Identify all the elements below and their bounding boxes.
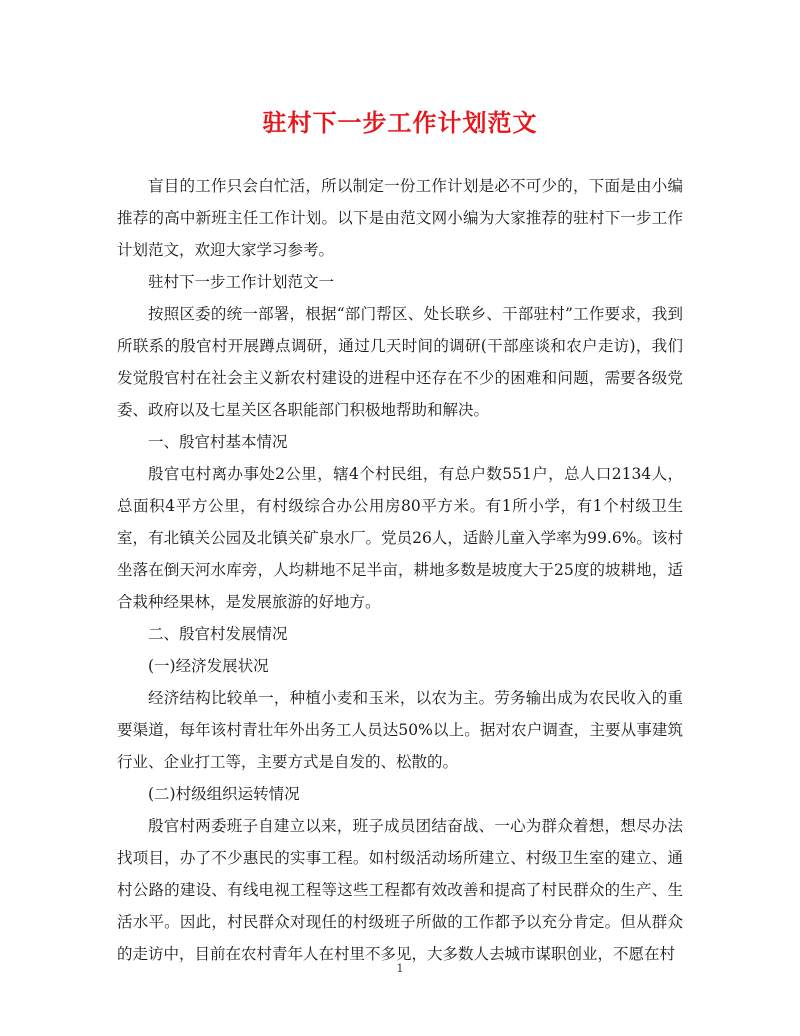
subsection-heading-organization: (二)村级组织运转情况	[148, 785, 300, 803]
paragraph-economy: 经济结构比较单一，种植小麦和玉米，以农为主。劳务输出成为农民收入的重要渠道，每年该村青壮年外出务工人员达50%以上。据对农户调查，主要从事建筑行业、企业打工等，主要方式是自发的、松散的。	[117, 689, 683, 771]
paragraph-organization: 殷官村两委班子自建立以来，班子成员团结奋战、一心为群众着想，想尽办法找项目，办了不少惠民的实事工程。如村级活动场所建立、村级卫生室的建立、通村公路的建设、有线电视工程等这些工程都有效改善和提高了村民群众的生产、生活水平。因此，村民群众对现任的村级班子所做的工作都予以充分肯定。但从群众的走访中，目前在农村青年人在村里不多见，大多数人去城市谋职创业，不愿在村	[117, 817, 683, 963]
paragraph-intro: 盲目的工作只会白忙活，所以制定一份工作计划是必不可少的，下面是由小编推荐的高中新班主任工作计划。以下是由范文网小编为大家推荐的驻村下一步工作计划范文，欢迎大家学习参考。	[117, 177, 683, 259]
section-heading-development: 二、殷官村发展情况	[148, 625, 288, 643]
document-title: 驻村下一步工作计划范文	[262, 109, 538, 137]
paragraph-deployment: 按照区委的统一部署，根据“部门帮区、处长联乡、干部驻村”工作要求，我到所联系的殷官村开展蹲点调研，通过几天时间的调研(干部座谈和农户走访)，我们发觉殷官村在社会主义新农村建设的进程中还存在不少的困难和问题，需要各级党委、政府以及七星关区各职能部门积极地帮助和解决。	[117, 305, 683, 419]
paragraph-basic-info: 殷官屯村离办事处2公里，辖4个村民组，有总户数551户，总人口2134人，总面积4平方公里，有村级综合办公用房80平方米。有1所小学，有1个村级卫生室，有北镇关公园及北镇关矿泉水厂。党员26人，适龄儿童入学率为99.6%。该村坐落在倒天河水库旁，人均耕地不足半亩，耕地多数是坡度大于25度的坡耕地，适合栽种经果林，是发展旅游的好地方。	[117, 465, 683, 611]
page-number: 1	[396, 962, 404, 975]
section-heading-basic: 一、殷官村基本情况	[148, 433, 288, 451]
paragraph-subtitle: 驻村下一步工作计划范文一	[148, 273, 335, 291]
subsection-heading-economy: (一)经济发展状况	[148, 657, 269, 675]
document-body	[117, 170, 683, 970]
